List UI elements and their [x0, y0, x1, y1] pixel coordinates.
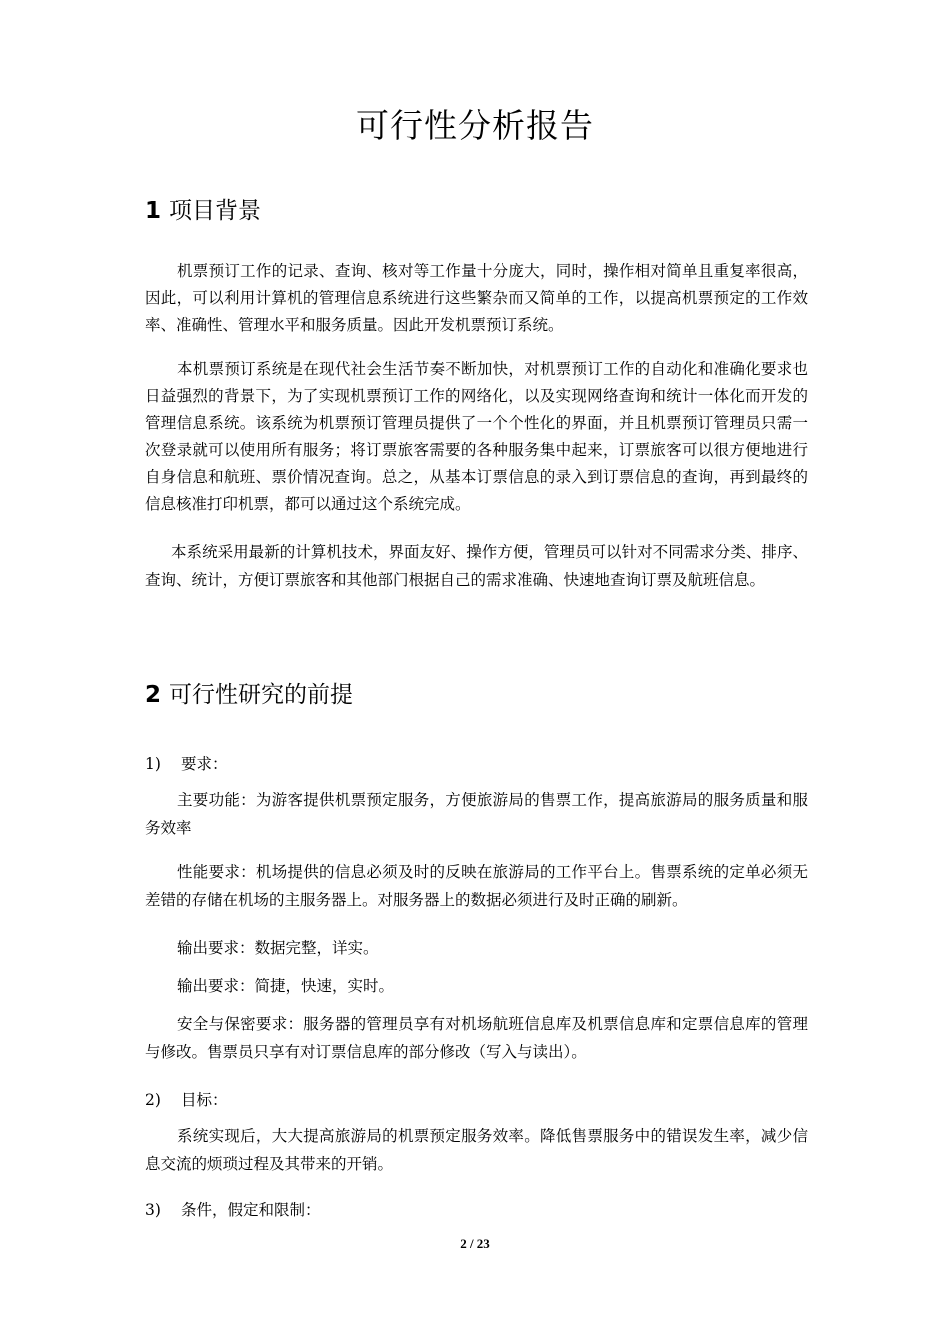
list-number: 1)	[145, 755, 161, 773]
paragraph: 本系统采用最新的计算机技术，界面友好、操作方便，管理员可以针对不同需求分类、排序、查询、统计，方便订票旅客和其他部门根据自己的需求准确、快速地查询订票及航班信息。	[145, 543, 808, 589]
list-number: 3)	[145, 1201, 161, 1219]
list-item	[145, 1088, 228, 1110]
page-number: 2 / 23	[460, 1236, 490, 1251]
list-label: 条件，假定和限制：	[181, 1201, 321, 1219]
document-title: 可行性分析报告	[356, 106, 594, 145]
paragraph: 系统实现后，大大提高旅游局的机票预定服务效率。降低售票服务中的错误发生率，减少信息交流的烦琐过程及其带来的开销。	[145, 1127, 808, 1173]
list-label: 要求：	[181, 755, 228, 773]
paragraph: 主要功能：为游客提供机票预定服务，方便旅游局的售票工作，提高旅游局的服务质量和服务效率	[145, 791, 808, 837]
list-number: 2)	[145, 1091, 161, 1109]
paragraph: 本机票预订系统是在现代社会生活节奏不断加快，对机票预订工作的自动化和准确化要求也日益强烈的背景下，为了实现机票预订工作的网络化，以及实现网络查询和统计一体化而开发的管理信息系统。该系统为机票预订管理员提供了一个个性化的界面，并且机票预订管理员只需一次登录就可以使用所有服务；将订票旅客需要的各种服务集中起来，订票旅客可以很方便地进行自身信息和航班、票价情况查询。总之，从基本订票信息的录入到订票信息的查询，再到最终的信息核准打印机票，都可以通过这个系统完成。	[145, 360, 808, 513]
section-heading-1	[145, 192, 261, 225]
section-heading-2	[145, 676, 353, 709]
paragraph: 安全与保密要求：服务器的管理员享有对机场航班信息库及机票信息库和定票信息库的管理与修改。售票员只享有对订票信息库的部分修改（写入与读出）。	[145, 1015, 808, 1061]
section-number: 2	[145, 682, 162, 708]
section-number: 1	[145, 198, 162, 224]
list-item	[145, 752, 228, 774]
paragraph: 输出要求：简捷，快速，实时。	[177, 977, 395, 995]
paragraph: 机票预订工作的记录、查询、核对等工作量十分庞大，同时，操作相对简单且重复率很高，因此，可以利用计算机的管理信息系统进行这些繁杂而又简单的工作，以提高机票预定的工作效率、准确性、管理水平和服务质量。因此开发机票预订系统。	[145, 262, 808, 334]
list-item	[145, 1198, 321, 1220]
list-label: 目标：	[181, 1091, 228, 1109]
paragraph: 性能要求：机场提供的信息必须及时的反映在旅游局的工作平台上。售票系统的定单必须无差错的存储在机场的主服务器上。对服务器上的数据必须进行及时正确的刷新。	[145, 863, 808, 909]
section-title: 可行性研究的前提	[169, 682, 354, 708]
paragraph: 输出要求：数据完整，详实。	[177, 939, 379, 957]
section-title: 项目背景	[169, 198, 262, 224]
